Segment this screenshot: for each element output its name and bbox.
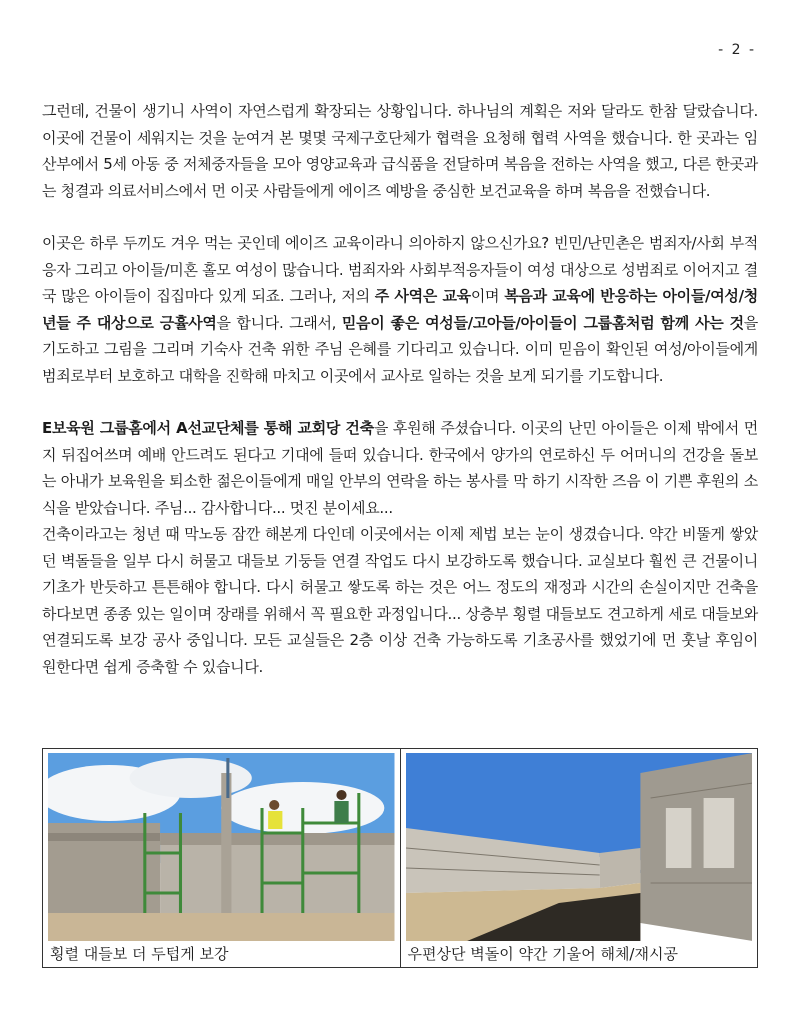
paragraph-1 [42,98,758,204]
photo-cell-left [43,749,400,967]
body-text: 이곳은 하루 두끼도 겨우 먹는 곳인데 에이즈 교육이라니 의아하지 않으신가요? 빈민/난민촌은 범죄자/사회 부적응자 그리고 아이들/미혼 홀모 여성이 많습니다. 범죄자와 사회부적응자들이 여성 대상으로 성범죄로 이어지고 결국 많은 아이들이 집집마다 있게 되죠. 그러나, 저의 [42,234,758,305]
photo-caption-right: 우편상단 벽돌이 약간 기울어 해체/재시공 [407,945,678,963]
body-text: 이며 [470,287,505,305]
body-text: 그런데, 건물이 생기니 사역이 자연스럽게 확장되는 상황입니다. 하나님의 계획은 저와 달라도 한참 달랐습니다. 이곳에 건물이 세워지는 것을 눈여겨 본 몇몇 국제구호단체가 협력을 요청해 협력 사역을 했습니다. 한 곳과는 임산부에서 5세 아동 중 저체중자들을 모아 영양교육과 급식품을 전달하며 복음을 전하는 사역을 했고, 다른 한곳과는 청결과 의료서비스에서 먼 이곳 사람들에게 에이즈 예방을 중심한 보건교육을 하며 복음을 전했습니다. [42,102,758,200]
construction-photo-wall [406,753,753,941]
photo-table [42,748,758,968]
emphasis-text: 믿음이 좋은 여성들/고아들/아이들이 그룹홈처럼 함께 사는 것 [341,313,744,332]
body-text: 건축이라고는 청년 때 막노동 잠깐 해본게 다인데 이곳에서는 이제 제법 보는 눈이 생겼습니다. 약간 비뚤게 쌓았던 벽돌들을 일부 다시 허물고 대들보 기둥들 연결 작업도 다시 보강하도록 했습니다. 교실보다 훨씬 큰 건물이니 기초가 반듯하고 튼튼해야 합니다. 다시 허물고 쌓도록 하는 것은 어느 정도의 재정과 시간의 손실이지만 건축을 하다보면 종종 있는 일이며 장래를 위해서 꼭 필요한 과정입니다... 상층부 횡렬 대들보도 견고하게 세로 대들보와 연결되도록 보강 공사 중입니다. 모든 교실들은 2층 이상 건축 가능하도록 기초공사를 했었기에 먼 훗날 후임이 원한다면 쉽게 증축할 수 있습니다. [42,525,758,676]
paragraph-3 [42,415,758,521]
emphasis-text: E보육원 그룹홈에서 A선교단체를 통해 교회당 건축 [42,419,374,437]
body-text: 을 합니다. 그래서, [216,313,342,332]
page-number: - 2 - [718,42,756,58]
emphasis-text: 복음과 교육에 반응하는 아이들/여성/청년들 주 대상으로 긍휼사역 [42,287,758,332]
photo-caption-left: 횡렬 대들보 더 두텁게 보강 [50,945,229,963]
emphasis-text: 주 사역은 교육 [374,287,471,305]
document-body [42,98,758,706]
construction-photo-scaffold [48,753,395,941]
paragraph-4 [42,521,758,680]
paragraph-2 [42,230,758,389]
body-text: 을 후원해 주셨습니다. 이곳의 난민 아이들은 이제 밖에서 먼지 뒤집어쓰며 예배 안드려도 된다고 기대에 들떠 있습니다. 한국에서 양가의 연로하신 두 어머니의 건강을 돌보는 아내가 보육원을 퇴소한 젊은이들에게 매일 안부의 연락을 하는 봉사를 막 하기 시작한 즈음 이 기쁜 후원의 소식을 받았습니다. 주님... 감사합니다... 멋진 분이세요... [42,419,759,517]
photo-cell-right [400,749,758,967]
body-text: 을 기도하고 그림을 그리며 기숙사 건축 위한 주님 은혜를 기다리고 있습니다. 이미 믿음이 확인된 여성/아이들에게 범죄로부터 보호하고 대학을 진학해 마치고 이곳에서 교사로 일하는 것을 보게 되기를 기도합니다. [42,313,758,385]
